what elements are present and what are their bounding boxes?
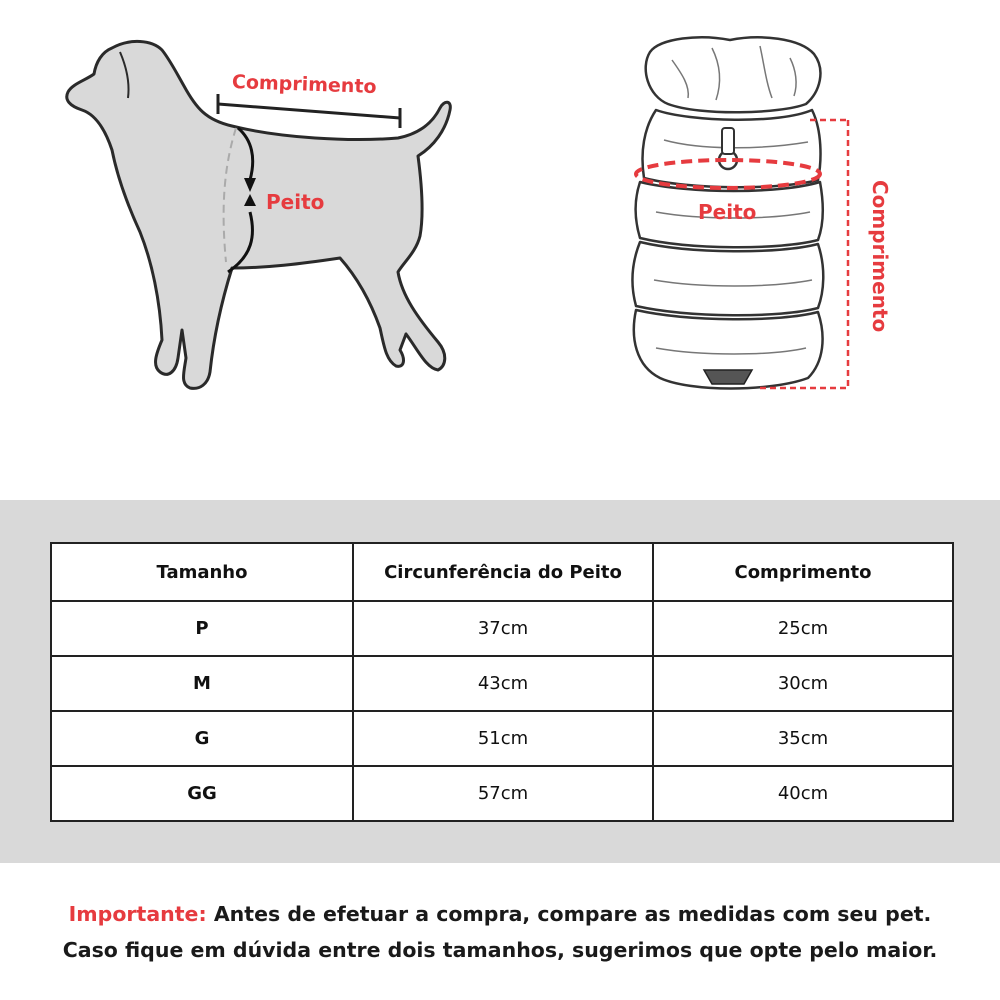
dog-length-label: Comprimento <box>231 71 377 99</box>
coat-chest-label: Peito <box>698 200 757 224</box>
header-length: Comprimento <box>653 543 953 601</box>
chest-cell: 37cm <box>353 601 653 656</box>
notice-highlight: Importante: <box>68 902 207 926</box>
size-cell: P <box>51 601 353 656</box>
size-cell: M <box>51 656 353 711</box>
table-row <box>51 766 953 821</box>
length-cell: 35cm <box>653 711 953 766</box>
table-row <box>51 601 953 656</box>
size-cell: GG <box>51 766 353 821</box>
chest-cell: 57cm <box>353 766 653 821</box>
header-size: Tamanho <box>51 543 353 601</box>
length-cell: 25cm <box>653 601 953 656</box>
length-cell: 40cm <box>653 766 953 821</box>
length-cell: 30cm <box>653 656 953 711</box>
table-header-row <box>51 543 953 601</box>
chest-cell: 43cm <box>353 656 653 711</box>
table-row <box>51 711 953 766</box>
dog-length-bracket <box>218 94 400 128</box>
notice-line-2: Caso fique em dúvida entre dois tamanhos, sugerimos que opte pelo maior. <box>62 938 938 962</box>
size-table-panel <box>0 500 1000 863</box>
table-row <box>51 656 953 711</box>
header-chest: Circunferência do Peito <box>353 543 653 601</box>
coat-strap <box>722 128 734 154</box>
chest-cell: 51cm <box>353 711 653 766</box>
notice-text-1: Antes de efetuar a compra, compare as medidas com seu pet. <box>213 902 932 926</box>
important-notice <box>0 896 1000 968</box>
size-cell: G <box>51 711 353 766</box>
coat-length-label: Comprimento <box>868 180 892 333</box>
dog-chest-label: Peito <box>266 190 325 214</box>
notice-line-1 <box>0 896 1000 932</box>
size-table <box>50 542 954 822</box>
coat-badge <box>704 370 752 384</box>
